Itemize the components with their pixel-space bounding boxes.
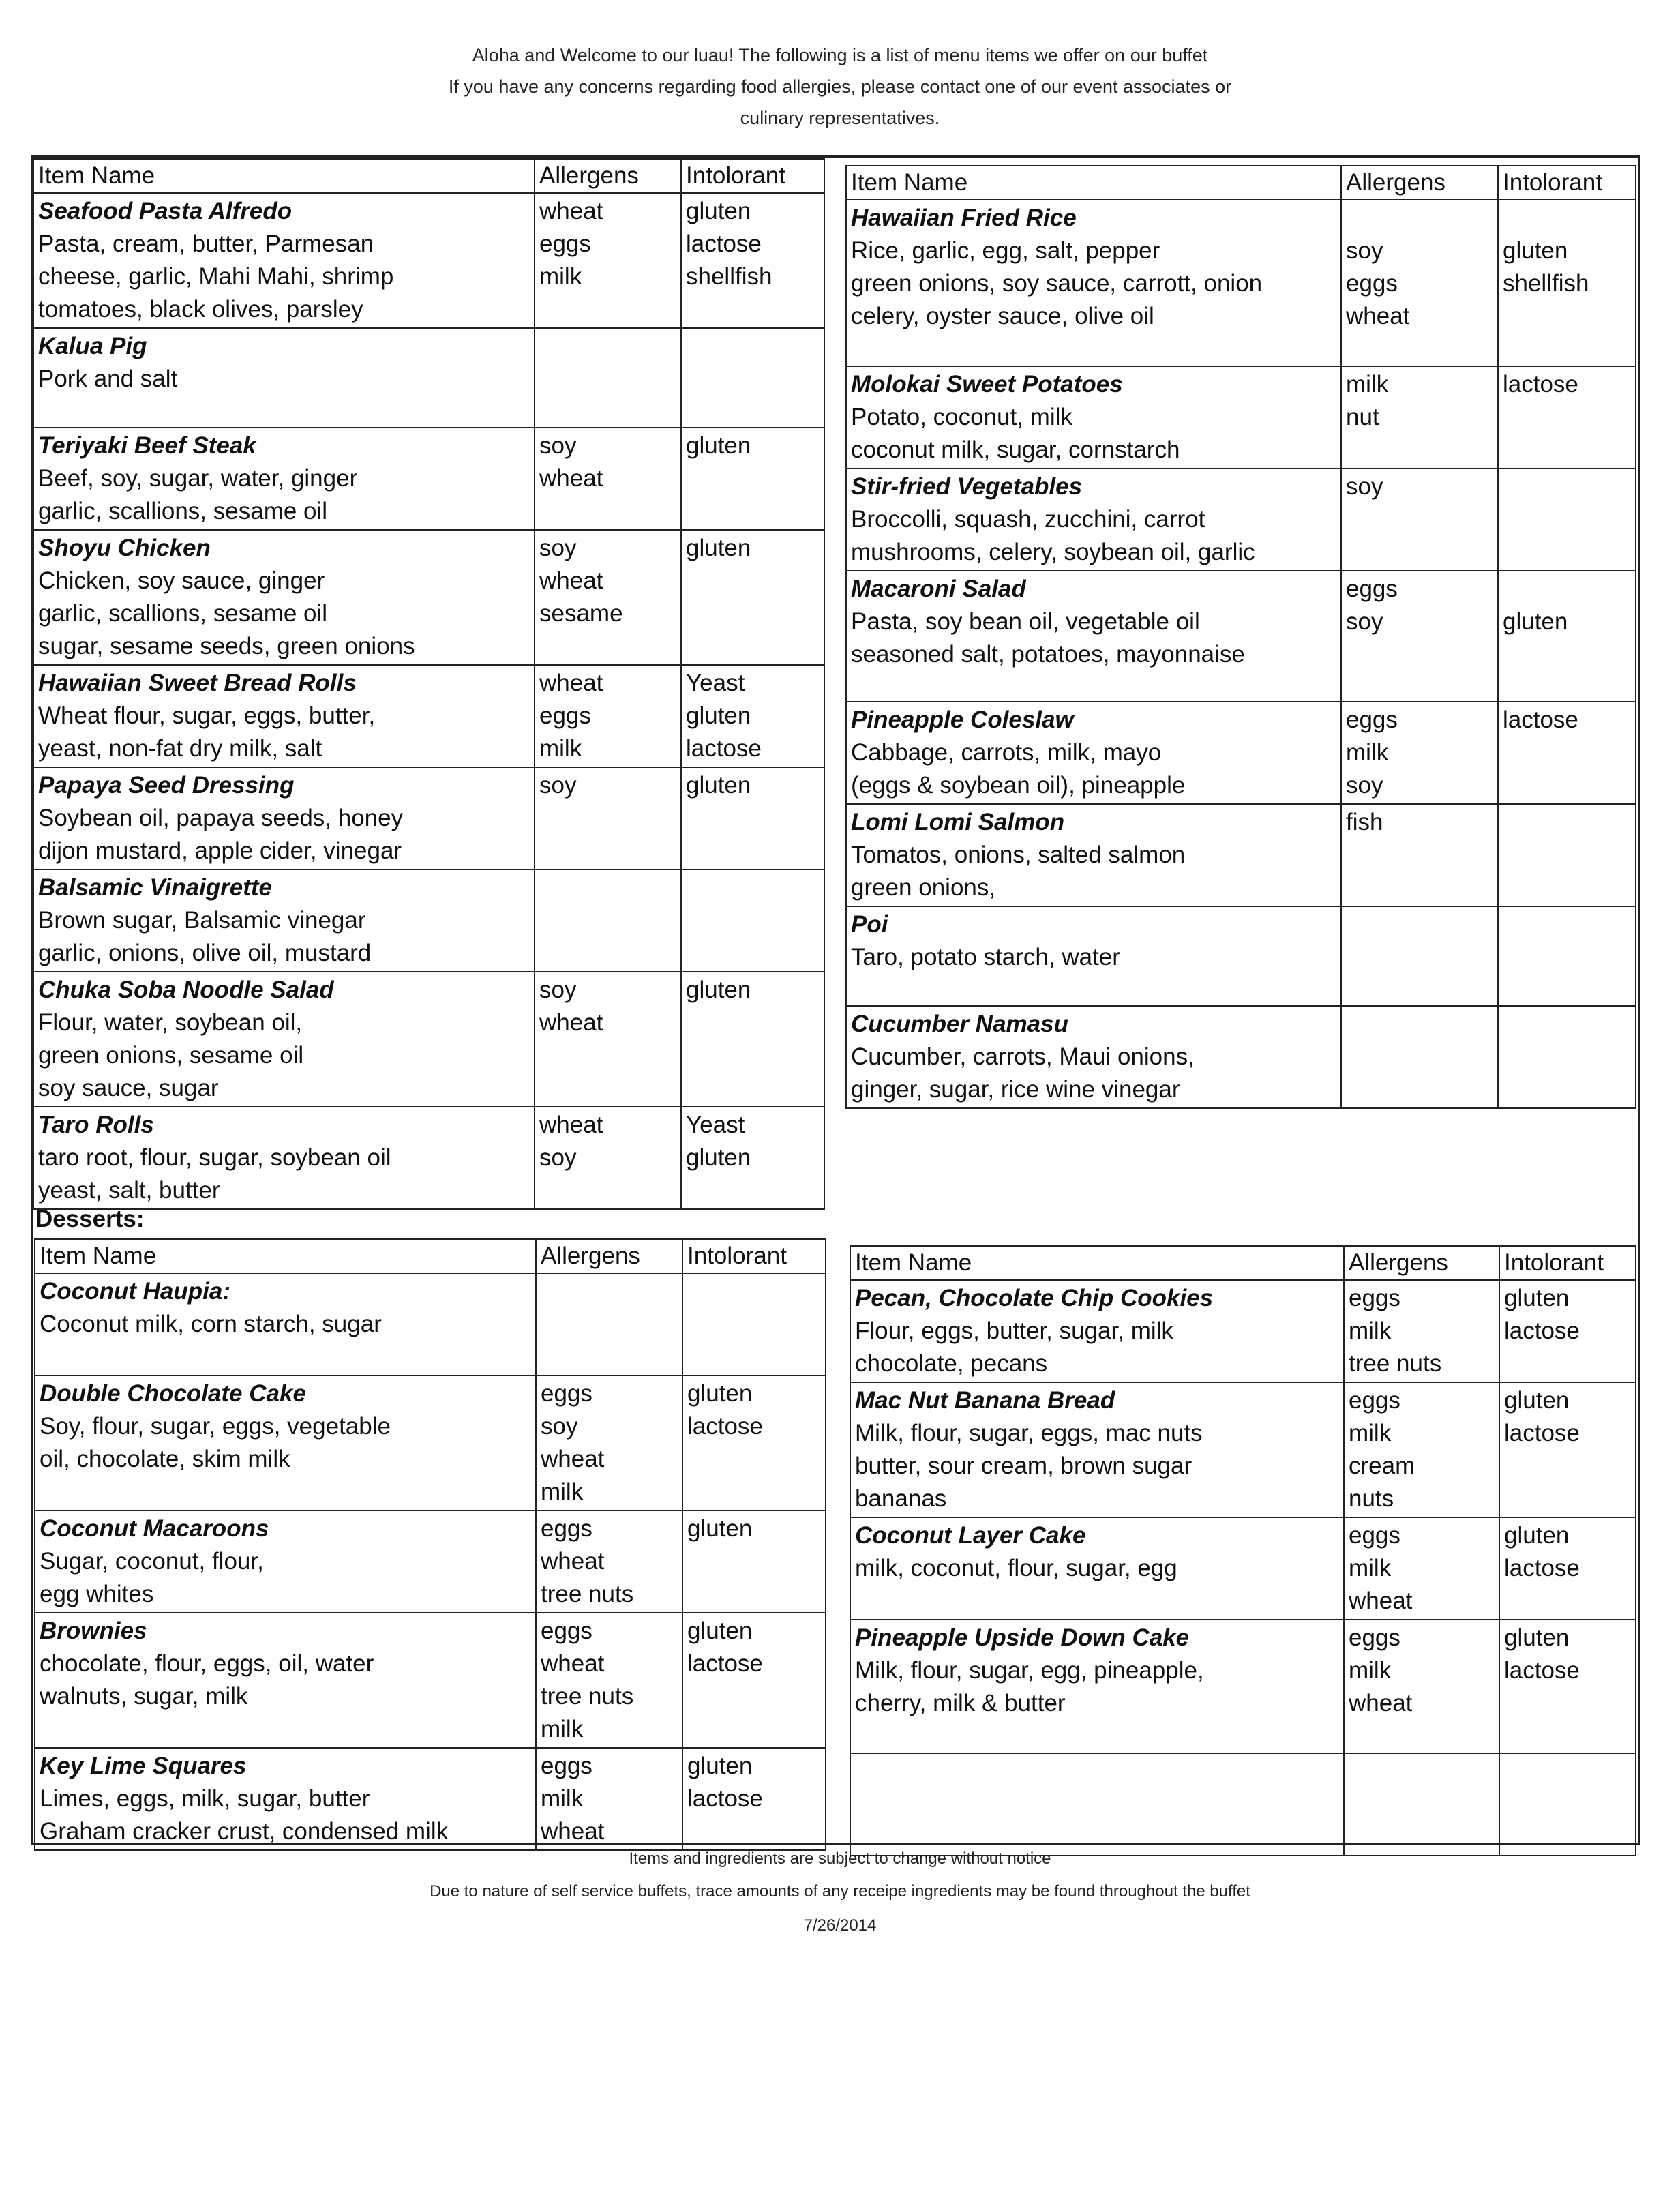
item-ingredients: Taro, potato starch, water (851, 944, 1120, 970)
intolerant-cell (1499, 1280, 1636, 1382)
table-row (33, 428, 824, 530)
allergens-list: soy wheat (539, 432, 603, 492)
intolerant-cell (1498, 804, 1636, 906)
intolerant-list: Yeast gluten lactose (686, 670, 762, 762)
allergens-cell (1341, 702, 1498, 804)
item-name: Stir-fried Vegetables (851, 473, 1083, 500)
table-row (33, 193, 824, 328)
intolerant-list: gluten (686, 772, 751, 799)
allergens-list: eggs wheat tree nuts (541, 1515, 634, 1607)
main-menu-right-table (845, 165, 1636, 1109)
table-row (33, 869, 824, 972)
intolerant-cell (681, 869, 824, 972)
dessert-left-table (34, 1238, 826, 1851)
table-row (35, 1375, 826, 1511)
intolerant-list: gluten shellfish (1503, 237, 1589, 297)
item-name: Key Lime Squares (40, 1753, 247, 1779)
allergens-list: wheat soy (539, 1112, 603, 1171)
item-cell (846, 906, 1341, 1006)
item-ingredients: Pasta, cream, butter, Parmesan cheese, garlic, Mahi Mahi, shrimp tomatoes, black olives, parsley (38, 230, 394, 323)
allergens-cell (1341, 200, 1498, 366)
item-cell (33, 193, 535, 328)
allergens-list: eggs soy wheat milk (541, 1380, 605, 1505)
item-ingredients: Wheat flour, sugar, eggs, butter, yeast, non-fat dry milk, salt (38, 702, 376, 762)
welcome-header (0, 40, 1680, 134)
intolerant-cell (1498, 1006, 1636, 1108)
intolerant-cell (1499, 1753, 1636, 1856)
table-row (846, 366, 1636, 468)
table-row (850, 1382, 1636, 1517)
allergens-cell (535, 193, 681, 328)
table-row (33, 1107, 824, 1209)
item-name: Coconut Macaroons (40, 1515, 269, 1542)
column-header-item: Item Name (33, 159, 535, 193)
item-ingredients: Tomatos, onions, salted salmon green onions, (851, 842, 1186, 901)
item-ingredients: Soybean oil, papaya seeds, honey dijon mustard, apple cider, vinegar (38, 805, 404, 864)
allergens-list: wheat eggs milk (539, 198, 603, 290)
desserts-label: Desserts: (35, 1206, 145, 1232)
table-row (35, 1511, 826, 1613)
table-row (33, 665, 824, 767)
item-cell (33, 1107, 535, 1209)
item-cell (35, 1511, 536, 1613)
intolerant-list: gluten (1503, 608, 1568, 635)
column-header-intolerant: Intolorant (1499, 1246, 1636, 1280)
item-cell (35, 1748, 536, 1850)
item-ingredients: Coconut milk, corn starch, sugar (40, 1311, 382, 1337)
intolerant-cell (681, 665, 824, 767)
item-cell (33, 530, 535, 665)
allergens-cell (1344, 1620, 1499, 1753)
intolerant-list: gluten lactose (1504, 1624, 1580, 1684)
intolerant-list: lactose (1503, 371, 1578, 398)
intolerant-cell (681, 972, 824, 1107)
column-header-allergens: Allergens (536, 1239, 682, 1273)
allergens-cell (535, 767, 681, 869)
table-row (850, 1620, 1636, 1753)
table-row (846, 571, 1636, 702)
item-ingredients: taro root, flour, sugar, soybean oil yeast, salt, butter (38, 1144, 391, 1204)
allergens-cell (535, 530, 681, 665)
item-ingredients: Milk, flour, sugar, eggs, mac nuts butter, sour cream, brown sugar bananas (855, 1420, 1203, 1512)
item-name: Teriyaki Beef Steak (38, 432, 256, 459)
table-header-row (35, 1239, 826, 1273)
intolerant-list: gluten lactose (687, 1618, 763, 1677)
column-header-item: Item Name (35, 1239, 536, 1273)
footer-date: 7/26/2014 (803, 1916, 877, 1935)
intolerant-cell (682, 1748, 826, 1850)
allergens-list: eggs milk wheat (1349, 1624, 1413, 1716)
item-name: Poi (851, 911, 888, 938)
allergens-cell (535, 1107, 681, 1209)
intolerant-list: lactose (1503, 706, 1578, 733)
item-ingredients: Cucumber, carrots, Maui onions, ginger, sugar, rice wine vinegar (851, 1043, 1195, 1103)
table-header-row (33, 159, 824, 193)
item-cell (35, 1273, 536, 1375)
allergens-list: eggs milk tree nuts (1349, 1285, 1442, 1377)
intolerant-cell (682, 1273, 826, 1375)
table-header-row (850, 1246, 1636, 1280)
table-row (33, 530, 824, 665)
table-row (846, 200, 1636, 366)
intolerant-list: gluten lactose (1504, 1285, 1580, 1344)
item-ingredients: Broccolli, squash, zucchini, carrot mushrooms, celery, soybean oil, garlic (851, 506, 1255, 565)
item-name: Mac Nut Banana Bread (855, 1387, 1115, 1414)
item-ingredients: Milk, flour, sugar, egg, pineapple, cherry, milk & butter (855, 1657, 1204, 1716)
item-ingredients: milk, coconut, flour, sugar, egg (855, 1555, 1178, 1581)
table-row (846, 804, 1636, 906)
intolerant-cell (1499, 1382, 1636, 1517)
intolerant-cell (682, 1613, 826, 1748)
allergens-cell (1344, 1753, 1499, 1856)
table-header-row (846, 166, 1636, 200)
item-cell (35, 1375, 536, 1511)
item-ingredients: Limes, eggs, milk, sugar, butter Graham cracker crust, condensed milk (40, 1785, 449, 1845)
item-name: Balsamic Vinaigrette (38, 874, 273, 901)
item-cell (846, 366, 1341, 468)
intolerant-cell (681, 328, 824, 428)
allergens-cell (535, 665, 681, 767)
intolerant-cell (681, 1107, 824, 1209)
item-cell (33, 767, 535, 869)
allergens-list: eggs milk cream nuts (1349, 1387, 1415, 1512)
item-name: Shoyu Chicken (38, 535, 211, 561)
intolerant-list: gluten (686, 535, 751, 561)
item-name: Pecan, Chocolate Chip Cookies (855, 1285, 1214, 1311)
allergens-cell (536, 1748, 682, 1850)
allergens-cell (535, 972, 681, 1107)
allergens-list: soy wheat sesame (539, 535, 623, 627)
item-ingredients: Soy, flour, sugar, eggs, vegetable oil, chocolate, skim milk (40, 1413, 391, 1472)
column-header-intolerant: Intolorant (1498, 166, 1636, 200)
intolerant-list: gluten lactose (1504, 1387, 1580, 1446)
allergens-cell (535, 328, 681, 428)
table-row (35, 1273, 826, 1375)
intolerant-cell (1499, 1517, 1636, 1620)
item-name: Taro Rolls (38, 1112, 154, 1138)
item-cell (850, 1620, 1344, 1753)
allergens-cell (535, 869, 681, 972)
item-name: Chuka Soba Noodle Salad (38, 977, 334, 1003)
item-cell (35, 1613, 536, 1748)
item-cell (846, 571, 1341, 702)
table-row (846, 1006, 1636, 1108)
item-cell (33, 972, 535, 1107)
intolerant-cell (681, 530, 824, 665)
item-name: Seafood Pasta Alfredo (38, 198, 292, 224)
item-ingredients: Pork and salt (38, 366, 178, 392)
item-name: Coconut Haupia: (40, 1278, 230, 1305)
item-ingredients: Potato, coconut, milk coconut milk, sugar, cornstarch (851, 404, 1180, 463)
intolerant-cell (1498, 366, 1636, 468)
item-ingredients: Flour, water, soybean oil, green onions, sesame oil soy sauce, sugar (38, 1009, 304, 1101)
intolerant-cell (681, 193, 824, 328)
item-ingredients: Flour, eggs, butter, sugar, milk chocolate, pecans (855, 1318, 1173, 1377)
main-menu-left-table (33, 158, 825, 1210)
allergens-cell (1344, 1517, 1499, 1620)
allergens-cell (1341, 571, 1498, 702)
intolerant-list: gluten lactose (687, 1380, 763, 1440)
item-cell (850, 1517, 1344, 1620)
item-name: Papaya Seed Dressing (38, 772, 295, 799)
item-name: Coconut Layer Cake (855, 1522, 1086, 1549)
item-cell (33, 869, 535, 972)
footer-trace-notice: Due to nature of self service buffets, trace amounts of any receipe ingredients may be found throughout the buffet (430, 1882, 1250, 1901)
footer-notice: Items and ingredients are subject to change without notice (629, 1849, 1051, 1868)
item-cell (846, 702, 1341, 804)
allergens-list: eggs milk wheat (1349, 1522, 1413, 1614)
header-line-2: If you have any concerns regarding food allergies, please contact one of our event associates or (448, 76, 1232, 97)
item-cell (846, 1006, 1341, 1108)
table-row (846, 702, 1636, 804)
column-header-allergens: Allergens (1341, 166, 1498, 200)
item-cell (850, 1753, 1344, 1856)
item-name: Hawaiian Sweet Bread Rolls (38, 670, 357, 696)
allergens-cell (1341, 366, 1498, 468)
allergens-list: fish (1346, 809, 1383, 835)
allergens-cell (1344, 1382, 1499, 1517)
allergens-list: soy eggs wheat (1346, 237, 1410, 329)
intolerant-cell (1499, 1620, 1636, 1753)
allergens-list: eggs milk soy (1346, 706, 1398, 799)
item-ingredients: Cabbage, carrots, milk, mayo (eggs & soybean oil), pineapple (851, 739, 1186, 799)
intolerant-cell (682, 1511, 826, 1613)
item-ingredients: Beef, soy, sugar, water, ginger garlic, scallions, sesame oil (38, 465, 358, 524)
item-ingredients: chocolate, flour, eggs, oil, water walnuts, sugar, milk (40, 1650, 374, 1710)
column-header-item: Item Name (850, 1246, 1344, 1280)
column-header-allergens: Allergens (535, 159, 681, 193)
item-ingredients: Rice, garlic, egg, salt, pepper green onions, soy sauce, carrott, onion celery, oyster sauce, olive oil (851, 237, 1263, 329)
table-row (850, 1753, 1636, 1856)
allergens-list: eggs wheat tree nuts milk (541, 1618, 634, 1742)
column-header-item: Item Name (846, 166, 1341, 200)
allergens-cell (1344, 1280, 1499, 1382)
item-ingredients: Sugar, coconut, flour, egg whites (40, 1548, 264, 1607)
item-cell (846, 804, 1341, 906)
intolerant-cell (1498, 468, 1636, 571)
intolerant-cell (1498, 702, 1636, 804)
item-cell (846, 468, 1341, 571)
item-name: Cucumber Namasu (851, 1011, 1068, 1037)
allergens-cell (1341, 1006, 1498, 1108)
intolerant-list: gluten lactose (1504, 1522, 1580, 1581)
item-name: Macaroni Salad (851, 576, 1026, 602)
table-row (33, 767, 824, 869)
item-name: Molokai Sweet Potatoes (851, 371, 1123, 398)
dessert-right-table (850, 1245, 1636, 1856)
table-row (35, 1748, 826, 1850)
item-cell (33, 665, 535, 767)
table-row (850, 1280, 1636, 1382)
allergens-cell (536, 1375, 682, 1511)
item-name: Kalua Pig (38, 333, 147, 359)
allergens-list: wheat eggs milk (539, 670, 603, 762)
item-cell (846, 200, 1341, 366)
intolerant-cell (681, 767, 824, 869)
intolerant-list: gluten (686, 432, 751, 459)
intolerant-list: Yeast gluten (686, 1112, 751, 1171)
allergens-cell (535, 428, 681, 530)
table-row (33, 972, 824, 1107)
table-row (33, 328, 824, 428)
item-name: Pineapple Coleslaw (851, 706, 1074, 733)
item-name: Brownies (40, 1618, 147, 1644)
item-cell (850, 1280, 1344, 1382)
item-ingredients: Brown sugar, Balsamic vinegar garlic, onions, olive oil, mustard (38, 907, 372, 966)
intolerant-list: gluten (687, 1515, 753, 1542)
intolerant-cell (1498, 200, 1636, 366)
table-row (846, 468, 1636, 571)
allergens-cell (1341, 804, 1498, 906)
allergens-list: soy wheat (539, 977, 603, 1036)
header-line-3: culinary representatives. (740, 108, 940, 128)
item-name: Hawaiian Fried Rice (851, 205, 1077, 231)
allergens-list: milk nut (1346, 371, 1389, 430)
intolerant-cell (1498, 571, 1636, 702)
header-line-1: Aloha and Welcome to our luau! The following is a list of menu items we offer on our buffet (472, 45, 1208, 65)
allergens-list: soy (539, 772, 577, 799)
allergens-list: eggs soy (1346, 576, 1398, 635)
item-ingredients: Chicken, soy sauce, ginger garlic, scallions, sesame oil sugar, sesame seeds, green onions (38, 567, 415, 659)
column-header-intolerant: Intolorant (681, 159, 824, 193)
item-cell (33, 328, 535, 428)
column-header-intolerant: Intolorant (682, 1239, 826, 1273)
allergens-cell (1341, 906, 1498, 1006)
item-name: Double Chocolate Cake (40, 1380, 306, 1407)
allergens-list: soy (1346, 473, 1383, 500)
intolerant-cell (682, 1375, 826, 1511)
allergens-cell (1341, 468, 1498, 571)
item-name: Lomi Lomi Salmon (851, 809, 1065, 835)
allergens-cell (536, 1613, 682, 1748)
allergens-cell (536, 1273, 682, 1375)
item-ingredients: Pasta, soy bean oil, vegetable oil seasoned salt, potatoes, mayonnaise (851, 608, 1245, 668)
item-cell (850, 1382, 1344, 1517)
table-row (35, 1613, 826, 1748)
intolerant-list: gluten lactose shellfish (686, 198, 772, 290)
table-row (850, 1517, 1636, 1620)
column-header-allergens: Allergens (1344, 1246, 1499, 1280)
intolerant-list: gluten lactose (687, 1753, 763, 1812)
intolerant-cell (681, 428, 824, 530)
item-name: Pineapple Upside Down Cake (855, 1624, 1190, 1651)
allergens-list: eggs milk wheat (541, 1753, 605, 1845)
item-cell (33, 428, 535, 530)
table-row (846, 906, 1636, 1006)
intolerant-list: gluten (686, 977, 751, 1003)
intolerant-cell (1498, 906, 1636, 1006)
allergens-cell (536, 1511, 682, 1613)
